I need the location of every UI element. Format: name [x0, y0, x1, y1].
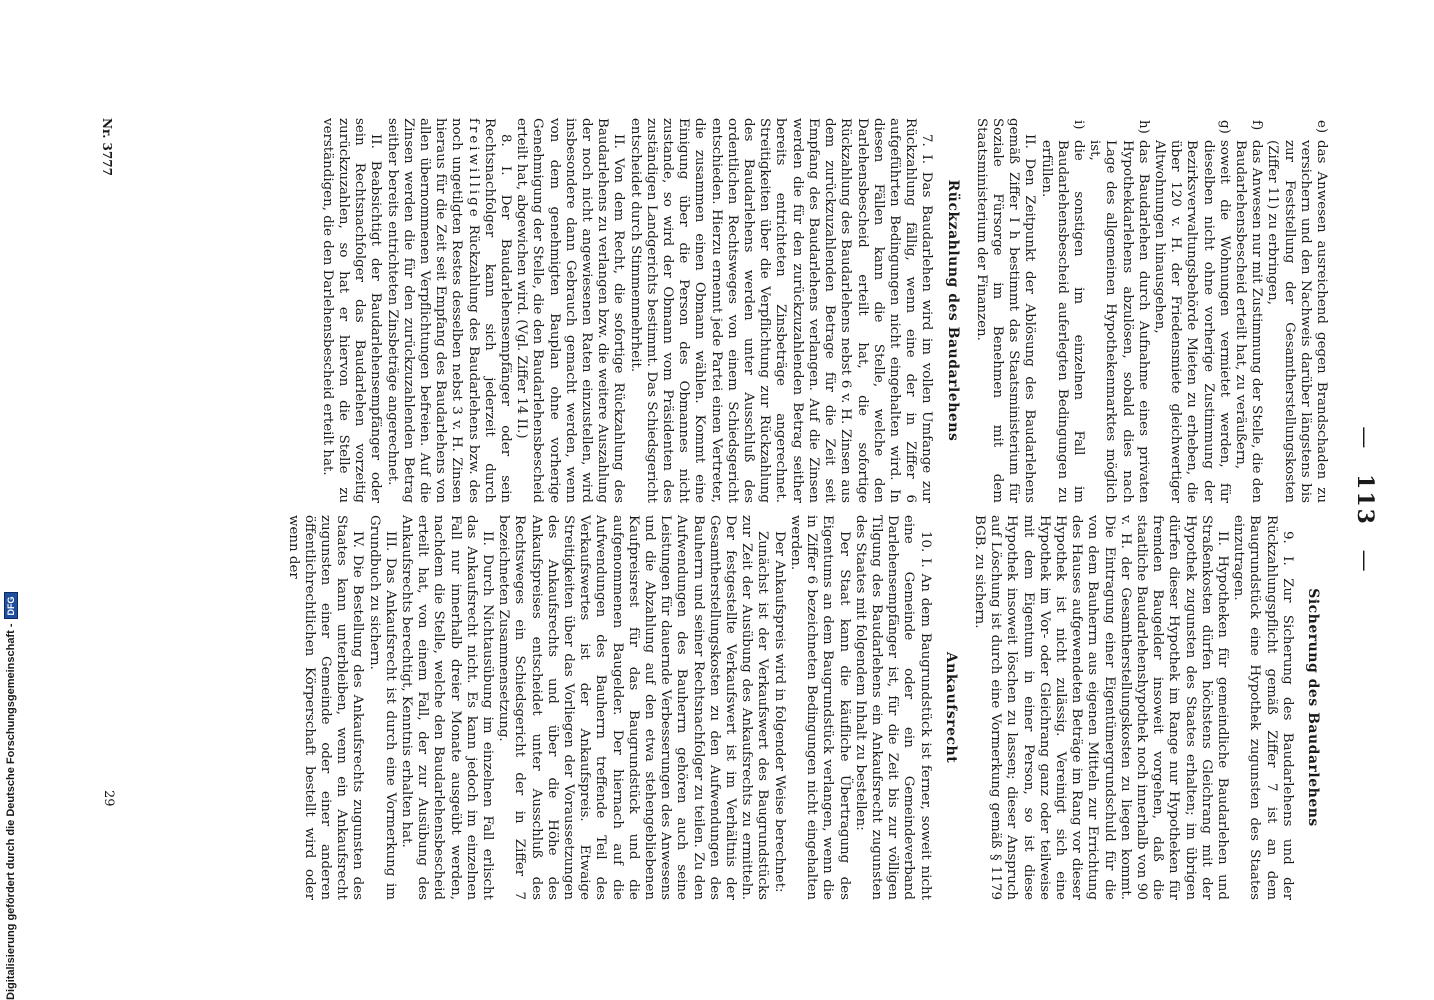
paragraph-9-II: II. Hypotheken für gemeindliche Baudarlehen und Straßenkosten dürfen höchstens Gleichrang mit der Hypothek zugunsten des Staates erhalten; im übrigen dürfen dieser Hypothek im Range nur Hypotheken für fremden Baugelder insoweit vorgehen, daß die staatliche Baudarlehenshypothek noch innerhalb von 90 v. H. der Gesamtherstellungskosten zu liegen kommt. Die Eintragung einer Eigentümergrundschuld für die von dem Bauherrn aus eigenen Mitteln zur Errichtung des Hauses aufgewendeten Beträge im Rang vor dieser Hypothek ist nicht zulässig. Vereinigt sich eine Hypothek im Vor- oder Gleichrang ganz oder teilweise mit dem Eigentum in einer Person, so ist diese Hypothek insoweit löschen zu lassen; dieser Anspruch auf Löschung ist durch eine Vormerkung gemäß § 1179 BGB. zu sichern. [971, 515, 1230, 900]
paragraph-10-IV: IV. Die Bestellung des Ankaufsrechts zugunsten des Staates kann unterbleiben, wenn ein Ankaufsrecht zugunsten einer Gemeinde oder einer anderen öffentlichrechtlichen Körperschaft bestellt wird oder wenn der [285, 515, 366, 900]
condition-list [1037, 118, 1329, 503]
section-heading-sicherung: Sicherung des Baudarlehens [1305, 588, 1321, 827]
list-item [1151, 118, 1232, 503]
paragraph-10-staat: Der Staat kann die käufliche Übertragung des Eigentums an dem Baugrundstück verlangen, wenn die in Ziffer 6 bezeichneten Bedingungen nicht eingehalten werden. [787, 515, 852, 900]
paragraph-10-III: III. Das Ankaufsrecht ist durch eine Vormerkung im Grundbuch zu sichern. [366, 515, 398, 900]
list-item [1086, 118, 1151, 503]
item-label: g) [1216, 120, 1232, 134]
para-8-pre: 8. I. Der Baudarlehensempfänger oder sein Rechtsnachfolger kann sich jederzeit durch [481, 118, 514, 503]
para-8-post: Rückzahlung des Baudarlehens bzw. des noch ungetilgten Restes desselben nebst 3 v. H. Zinsen hieraus für die Zeit seit Empfang des Baudarlehens von allen übernommenen Verpflichtungen befreien. Auf die Zinsen werden die für den zurückzuzahlenden Betrag seither bereits entrichteten Zinsbeträge angerechnet. [384, 118, 481, 503]
list-item [1037, 118, 1086, 503]
header-dash-left: — [1352, 426, 1377, 451]
paragraph-7-I: 7. I. Das Baudarlehen wird im vollen Umfange zur Rückzahlung fällig, wenn eine der in Ziffer 6 aufgeführten Bedingungen nicht eingehalten wird. In diesen Fällen kann die Stelle, welche den Darlehensbescheid erteilt hat, die sofortige Rückzahlung des Baudarlehens nebst 6 v. H. Zinsen aus dem zurückzuzahlenden Betrage für die Zeit seit Empfang des Baudarlehens verlangen. Auf die Zinsen werden die für den zurückzuzahlenden Betrag seither bereits entrichteten Zinsbeträge angerechnet. Streitigkeiten über die Verpflichtung zur Rückzahlung des Baudarlehens werden unter Ausschluß des ordentlichen Rechtsweges von einem Schiedsgericht entschieden. Hierzu ernennt jede Partei einen Vertreter, die zusammen einen Obmann wählen. Kommt eine Einigung über die Person des Obmannes nicht zustande, so wird der Obmann vom Präsidenten des zuständigen Landgerichts bestimmt. Das Schiedsgericht entscheidet durch Stimmenmehrheit. [627, 118, 935, 503]
signature-mark: 29 [101, 790, 116, 807]
paragraph-8-II: II. Beabsichtigt der Baudarlehensempfänger oder sein Rechtsnachfolger das Baudarlehen vorzeitig zurückzuzahlen, so hat er hiervon die Stelle zu verständigen, die den Darlehensbescheid erteilt hat. [319, 118, 384, 503]
paragraph-6-II: II. Den Zeitpunkt der Ablösung des Baudarlehens gemäß Ziffer I h bestimmt das Staatsministerium für Soziale Fürsorge im Benehmen mit dem Staatsministerium der Finanzen. [973, 118, 1038, 503]
page-header [1352, 0, 1378, 1000]
paragraph-10-II: II. Durch Nichtausübung im einzelnen Fall erlischt das Ankaufsrecht nicht. Es kann jedoch im einzelnen Fall nur innerhalb dreier Monate ausgeübt werden, nachdem die Stelle, welche den Baudarlehensbescheid erteilt hat, von einem Fall, der zur Ausübung des Ankaufsrechts berechtigt, Kenntnis erhalten hat. [399, 515, 496, 900]
paragraph-10-I: 10. I. An dem Baugrundstück ist ferner, soweit nicht eine Gemeinde oder ein Gemeindeverband Darlehensempfänger ist, für die Zeit bis zur völligen Tilgung des Baudarlehens ein Ankaufsrecht zugunsten des Staates mit folgendem Inhalt zu bestellen: [852, 515, 933, 900]
section-heading-ankauf: Ankaufsrecht [942, 651, 959, 764]
dfg-logo: DFG [4, 592, 18, 619]
paragraph-10-preis: Der Ankaufspreis wird in folgender Weise berechnet: [771, 531, 787, 893]
item-text: das Baudarlehen durch Aufnahme eines privaten Hypothekdarlehens abzulösen, sobald dies nach Lage des allgemeinen Hypothekenmarktes möglich ist, [1087, 140, 1151, 503]
paragraph-8-I [383, 118, 513, 503]
item-label: f) [1249, 120, 1265, 131]
section-heading-rueckzahlung: Rückzahlung des Baudarlehens [944, 179, 961, 442]
list-item [1264, 118, 1329, 503]
para-8-spaced: freiwillige [465, 118, 481, 220]
item-label: h) [1135, 120, 1151, 134]
paragraph-9-I: 9. I. Zur Sicherung des Baudarlehens und der Rückzahlungspflicht gemäß Ziffer 7 ist an dem Baugrundstück eine Hypothek zugunsten des Staates einzutragen. [1231, 515, 1295, 900]
document-number: Nr. 3777 [100, 118, 114, 176]
paragraph-7-II: II. Von dem Recht, die sofortige Rückzahlung des Baudarlehens zu verlangen bzw. die weitere Auszahlung der noch nicht angewiesenen Raten einzustellen, wird insbesondere dann Gebrauch gemacht werden, wenn von dem genehmigten Bauplan ohne vorherige Genehmigung der Stelle, die den Baudarlehensbescheid erteilt hat, abgewichen wird. (Vgl. Ziffer 14 II.) [514, 118, 627, 503]
list-item [1232, 118, 1264, 503]
credit-text: Digitalisierung gefördert durch die Deutsche Forschungsgemeinschaft - [5, 623, 17, 1000]
right-column [284, 515, 1329, 900]
item-text: soweit die Wohnungen vermietet werden, für dieselben nicht ohne vorherige Zustimmung der Bezirksverwaltungsbehörde Mieten zu erheben, die über 120 v. H. der Friedensmiete gleichwertiger Altwohnungen hinausgehen, [1151, 140, 1232, 503]
item-text: das Anwesen nur mit Zustimmung der Stelle, die den Baudarlehensbescheid erteilt hat, zu veräußern, [1232, 140, 1265, 503]
header-dash-right: — [1352, 549, 1377, 574]
paragraph-10-zunaechst: Zunächst ist der Verkaufswert des Baugrundstücks zur Zeit der Ausübung des Ankaufsrechts zu ermitteln. Der festgestellte Verkaufswert ist im Verhältnis der Gesamtherstellungskosten zu den Aufwendungen des Bauherrn und seiner Rechtsnachfolger zu teilen. Zu den Aufwendungen des Bauherrn gehören auch seine Leistungen für dauernde Verbesserungen des Anwesens und die Abzahlung auf den etwa stehengebliebenen Kaufpreisrest für das Baugrundstück und die aufgenommenen Baugelder. Der hiernach auf die Aufwendungen des Bauherrn treffende Teil des Verkaufswertes ist der Ankaufspreis. Etwaige Streitigkeiten über das Vorliegen der Voraussetzungen des Ankaufsrechts und über die Höhe des Ankaufspreises entscheidet unter Ausschluß des Rechtsweges ein Schiedsgericht der in Ziffer 7 bezeichneten Zusammensetzung. [496, 515, 771, 900]
item-text: die sonstigen im einzelnen Fall im Baudarlehensbescheid auferlegten Bedingungen zu erfüllen. [1038, 140, 1086, 503]
left-column [319, 118, 1329, 503]
item-label: e) [1314, 120, 1329, 134]
page-number: 113 [1352, 474, 1378, 526]
item-text: das Anwesen ausreichend gegen Brandschaden zu versichern und den Nachweis darüber längstens bis zur Feststellung der Gesamtherstellungskosten (Ziffer 11) zu erbringen, [1265, 140, 1329, 503]
item-label: i) [1070, 120, 1086, 130]
